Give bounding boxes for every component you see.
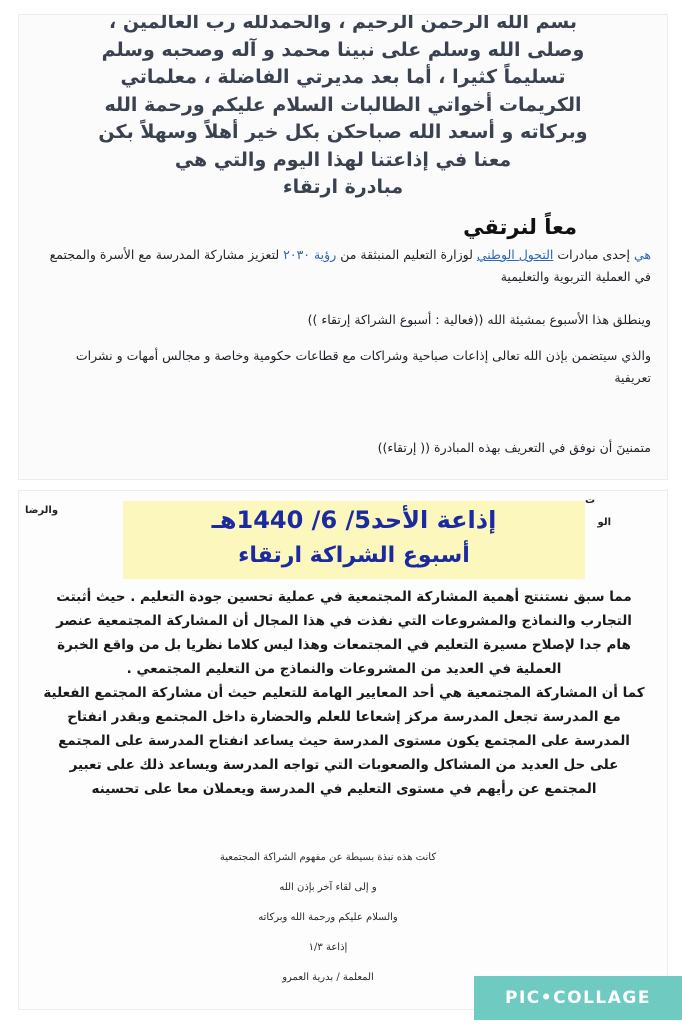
closing-line: كانت هذه نبذة بسيطة عن مفهوم الشراكة المجتمعية — [219, 852, 437, 863]
national-transformation-link[interactable]: التحول الوطني — [476, 247, 554, 262]
intro-line: وبركاته و أسعد الله صباحكن بكل خير أهلاً وسهلاً بكن — [98, 121, 588, 143]
section-heading: معاً لنرتقي — [463, 215, 577, 239]
intro-line: تسليماً كثيرا ، أما بعد مديرتي الفاضلة ، معلماتي — [120, 66, 566, 88]
closing-lines — [179, 843, 477, 993]
intro-line: الكريمات أخواتي الطالبات السلام عليكم ورحمة الله — [104, 93, 582, 116]
closing-line: والسلام عليكم ورحمة الله وبركاته — [258, 912, 398, 923]
top-document-card — [18, 14, 668, 480]
intro-line: بسم الله الرحمن الرحيم ، والحمدلله رب العالمين ، — [109, 14, 577, 33]
intro-line: معنا في إذاعتنا لهذا اليوم والتي هي — [174, 148, 512, 171]
broadcast-body — [43, 585, 645, 801]
broadcast-date-title: إذاعة الأحد5/ 6/ 1440هـ — [211, 506, 497, 534]
intro-paragraph — [41, 14, 645, 202]
closing-line: إذاعة ١/٣ — [308, 942, 348, 953]
cut-off-text: ت — [584, 495, 595, 506]
intro-line: مبادرة ارتقاء — [282, 176, 404, 198]
body-paragraph: كما أن المشاركة المجتمعية هي أحد المعايير الهامة للتعليم حيث أن مشاركة المجتمع الفعلية مع المدرسة تجعل المدرسة مركز إشعاعا للعلم والحضارة داخل المجتمع وبقدر انفتاح المدرسة على المجتمع يكون مستوى المدرسة حيث يساعد انفتاح المدرسة على المجتمع على حل العديد من المشاكل والصعوبات التي تواجه المدرسة ويساعد ذلك على تعبير المجتمع عن رأيهم في مستوى التعليم في المدرسة ويعملان معا على تحسينه — [43, 685, 645, 797]
cut-off-text: الو — [597, 517, 611, 528]
initiative-paragraph — [39, 244, 651, 288]
pic-collage-watermark: PIC•COLLAGE — [474, 976, 682, 1020]
broadcast-title-banner — [123, 501, 585, 579]
week-launch-paragraph: وينطلق هذا الأسبوع بمشيئة الله ((فعالية : أسبوع الشراكة إرتقاء )) — [307, 312, 651, 327]
body-paragraph: مما سبق نستنتج أهمية المشاركة المجتمعية في عملية تحسين جودة التعليم . حيث أثبتت التجارب والنماذج والمشروعات التي نفذت في هذا المجال أن المشاركة المجتمعية عنصر هام جدا لإصلاح مسيرة التعليم في المجتمعات وهذا ليس كلاما نظريا بل من واقع الخبرة العملية في العديد من المشروعات والنماذج من التعليم المجتمعي . — [56, 589, 632, 677]
paragraph-start-word: هي — [633, 247, 651, 262]
closing-line: و إلى لقاء آخر بإذن الله — [279, 882, 377, 893]
bottom-document-card — [18, 490, 668, 1010]
week-content-paragraph: والذي سيتضمن بإذن الله تعالى إذاعات صباحية وشراكات مع قطاعات حكومية وخاصة و مجالس أمهات و نشرات تعريفية — [75, 348, 651, 385]
cut-off-text: والرضا — [25, 505, 59, 516]
paragraph-text: لتعزيز مشاركة المدرسة مع الأسرة والمجتمع في العملية التربوية والتعليمية — [49, 247, 651, 284]
paragraph-text: إحدى مبادرات — [557, 247, 630, 262]
vision-2030-link[interactable]: رؤية ٢٠٣٠ — [283, 247, 337, 262]
broadcast-week-title: أسبوع الشراكة ارتقاء — [238, 543, 470, 568]
paragraph-text: لوزارة التعليم المنبثقة من — [340, 247, 473, 262]
closing-line: المعلمة / بدرية العمرو — [282, 972, 374, 983]
intro-line: وصلى الله وسلم على نبينا محمد و آله وصحبه وسلم — [101, 38, 585, 61]
closing-wish-paragraph: متمنينَ أن نوفق في التعريف بهذه المبادرة (( إرتقاء)) — [377, 440, 651, 455]
